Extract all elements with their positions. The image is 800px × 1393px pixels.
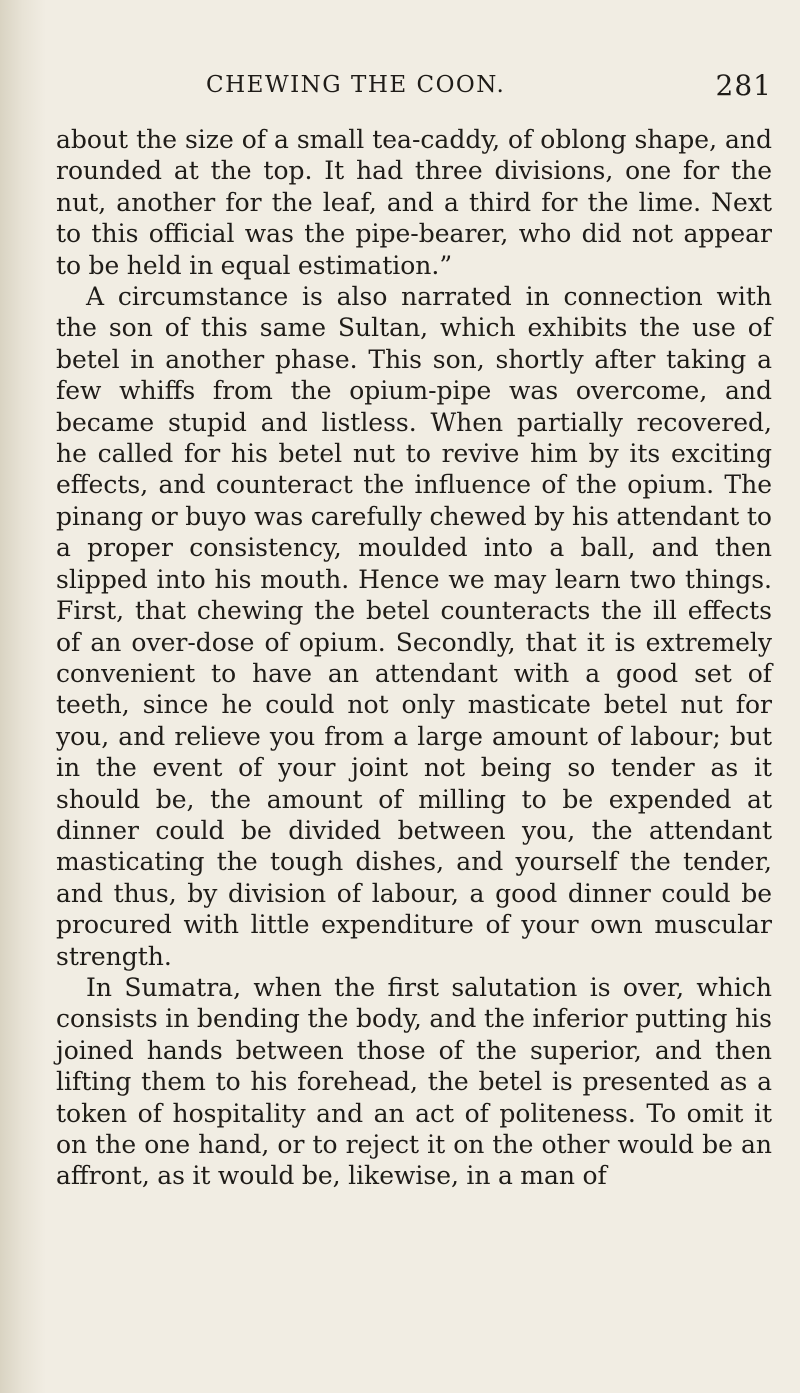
page-number: 281 — [715, 69, 772, 102]
running-header — [206, 69, 772, 112]
paragraph-3: In Sumatra, when the first salutation is over, which consists in bending the body, and the inferior putting his joined hands between those of the superior, and then lifting them to his forehead, the betel is presented as a token of hospitality and an act of politeness. To omit it on the one hand, or to reject it on the other would be an affront, as it would be, likewise, in a man of — [56, 972, 772, 1191]
paragraph-1: about the size of a small tea-caddy, of oblong shape, and rounded at the top. It had three divisions, one for the nut, another for the leaf, and a third for the lime. Next to this official was the pipe-bearer, who did not appear to be held in equal estimation.” — [56, 125, 772, 280]
running-title: CHEWING THE COON. — [206, 72, 506, 98]
book-page — [56, 69, 772, 1192]
paragraph-2: A circumstance is also narrated in connection with the son of this same Sultan, which exhibits the use of betel in another phase. This son, shortly after taking a few whiffs from the opium-pipe was overcome, and became stupid and listless. When partially recovered, he called for his betel nut to revive him by its exciting effects, and counteract the influence of the opium. The pinang or buyo was carefully chewed by his attendant to a proper consistency, moulded into a ball, and then slipped into his mouth. Hence we may learn two things. First, that chewing the betel counteracts the ill effects of an over-dose of opium. Secondly, that it is extremely convenient to have an attendant with a good set of teeth, since he could not only masticate betel nut for you, and relieve you from a large amount of labour; but in the event of your joint not being so tender as it should be, the amount of milling to be expended at dinner could be divided between you, the attendant masticating the tough dishes, and yourself the tender, and thus, by division of labour, a good dinner could be procured with little expenditure of your own muscular strength. — [56, 282, 772, 971]
page-gutter-shadow — [0, 0, 46, 1393]
body-text — [56, 124, 772, 1192]
